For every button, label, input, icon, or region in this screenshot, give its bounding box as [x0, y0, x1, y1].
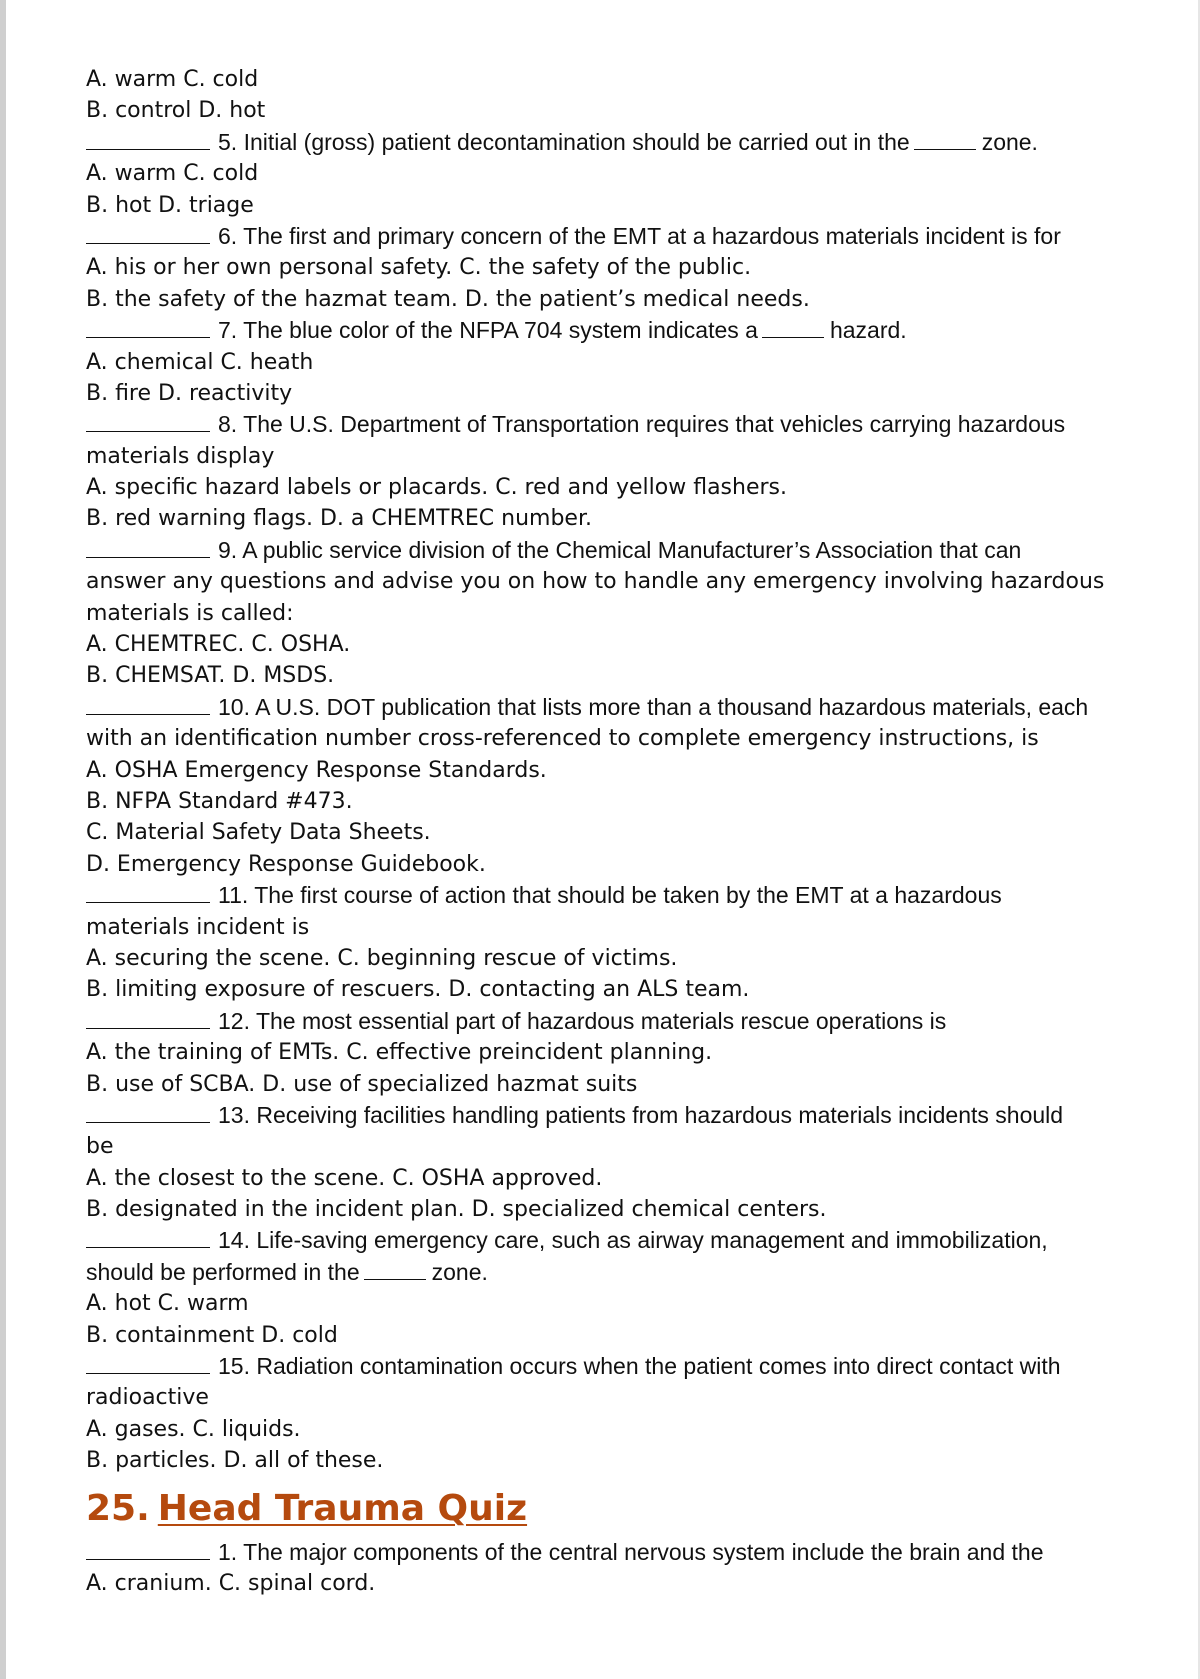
answer-option-line: materials display: [86, 443, 275, 469]
answer-option-line: A. his or her own personal safety. C. the safety of the public.: [86, 255, 752, 281]
answer-option-line: A. cranium. C. spinal cord.: [86, 1570, 376, 1596]
question-line: [86, 409, 1146, 440]
answer-option-line: B. the safety of the hazmat team. D. the patient’s medical needs.: [86, 286, 810, 312]
section-title: Head Trauma Quiz: [157, 1487, 528, 1529]
question-line: [86, 1100, 1146, 1131]
answer-blank[interactable]: [86, 694, 210, 715]
question-line: [86, 1351, 1146, 1382]
question-text-after-blank: zone.: [981, 128, 1038, 155]
fill-in-blank[interactable]: [364, 1259, 426, 1280]
answer-option-line: A. specific hazard labels or placards. C. red and yellow flashers.: [86, 475, 787, 501]
section-heading: [86, 1479, 1146, 1537]
question-text: 12. The most essential part of hazardous materials rescue operations is: [218, 1007, 947, 1034]
answer-option-line: B. containment D. cold: [86, 1322, 338, 1348]
question-line: [86, 535, 1146, 566]
question-text-after-blank: hazard.: [829, 317, 907, 344]
question-text: 10. A U.S. DOT publication that lists more than a thousand hazardous materials, each: [218, 693, 1089, 720]
section-number: 25.: [86, 1487, 150, 1529]
question-text: 8. The U.S. Department of Transportation requires that vehicles carrying hazardous: [218, 411, 1066, 438]
quiz-content: [86, 64, 1146, 1599]
answer-blank[interactable]: [86, 223, 210, 244]
answer-blank[interactable]: [86, 537, 210, 558]
answer-option-line: be: [86, 1134, 114, 1160]
answer-blank[interactable]: [86, 317, 210, 338]
answer-option-line: A. OSHA Emergency Response Standards.: [86, 757, 547, 783]
question-line: [86, 1225, 1146, 1256]
answer-option-line: B. designated in the incident plan. D. specialized chemical centers.: [86, 1197, 827, 1223]
question-text: 15. Radiation contamination occurs when the patient comes into direct contact with: [218, 1353, 1061, 1380]
answer-blank[interactable]: [86, 1102, 210, 1123]
question-line: [86, 880, 1146, 911]
question-text: should be performed in the: [86, 1258, 360, 1285]
answer-blank[interactable]: [86, 1353, 210, 1374]
question-line: [86, 1537, 1146, 1568]
question-text: 1. The major components of the central nervous system include the brain and the: [218, 1538, 1044, 1565]
answer-option-line: B. fire D. reactivity: [86, 380, 293, 406]
answer-option-line: A. CHEMTREC. C. OSHA.: [86, 632, 351, 658]
answer-option-line: B. control D. hot: [86, 98, 266, 124]
question-line: [86, 221, 1146, 252]
question-line: [86, 127, 1146, 158]
answer-option-line: C. Material Safety Data Sheets.: [86, 820, 431, 846]
answer-option-line: radioactive: [86, 1385, 209, 1411]
answer-option-line: D. Emergency Response Guidebook.: [86, 851, 486, 877]
question-line: [86, 1006, 1146, 1037]
answer-option-line: B. red warning flags. D. a CHEMTREC number.: [86, 506, 592, 532]
answer-option-line: A. warm C. cold: [86, 67, 259, 92]
question-continuation: [86, 1257, 1146, 1288]
answer-option-line: A. chemical C. heath: [86, 349, 314, 375]
answer-option-line: A. the closest to the scene. C. OSHA approved.: [86, 1165, 603, 1191]
question-text: 11. The first course of action that should be taken by the EMT at a hazardous: [218, 882, 1002, 909]
question-text: 13. Receiving facilities handling patients from hazardous materials incidents should: [218, 1101, 1064, 1128]
answer-blank[interactable]: [86, 411, 210, 432]
fill-in-blank[interactable]: [762, 317, 824, 338]
answer-option-line: materials incident is: [86, 914, 310, 940]
question-line: [86, 315, 1146, 346]
question-text: 5. Initial (gross) patient decontamination should be carried out in the: [218, 128, 910, 155]
question-text: 14. Life-saving emergency care, such as airway management and immobilization,: [218, 1227, 1048, 1254]
answer-option-line: B. use of SCBA. D. use of specialized hazmat suits: [86, 1071, 638, 1097]
answer-option-line: B. particles. D. all of these.: [86, 1448, 384, 1474]
question-text: 7. The blue color of the NFPA 704 system indicates a: [218, 317, 758, 344]
answer-option-line: A. gases. C. liquids.: [86, 1416, 301, 1442]
question-line: [86, 692, 1146, 723]
answer-blank[interactable]: [86, 1539, 210, 1560]
answer-option-line: A. warm C. cold: [86, 161, 259, 187]
answer-option-line: answer any questions and advise you on how to handle any emergency involving hazardous: [86, 569, 1105, 595]
answer-option-line: B. limiting exposure of rescuers. D. contacting an ALS team.: [86, 977, 750, 1003]
question-text: 9. A public service division of the Chemical Manufacturer’s Association that can: [218, 536, 1022, 563]
answer-option-line: B. CHEMSAT. D. MSDS.: [86, 663, 335, 689]
answer-option-line: A. the training of EMTs. C. effective preincident planning.: [86, 1040, 713, 1066]
answer-blank[interactable]: [86, 1227, 210, 1248]
answer-option-line: B. NFPA Standard #473.: [86, 788, 353, 814]
fill-in-blank[interactable]: [914, 129, 976, 150]
answer-option-line: with an identification number cross-referenced to complete emergency instructions, is: [86, 726, 1039, 752]
answer-blank[interactable]: [86, 129, 210, 150]
answer-option-line: A. securing the scene. C. beginning rescue of victims.: [86, 945, 678, 971]
answer-option-line: B. hot D. triage: [86, 192, 254, 218]
answer-option-line: A. hot C. warm: [86, 1291, 249, 1317]
question-text: 6. The first and primary concern of the EMT at a hazardous materials incident is for: [218, 222, 1061, 249]
question-text-after-blank: zone.: [431, 1258, 488, 1285]
answer-blank[interactable]: [86, 1008, 210, 1029]
answer-option-line: materials is called:: [86, 600, 294, 626]
answer-blank[interactable]: [86, 882, 210, 903]
